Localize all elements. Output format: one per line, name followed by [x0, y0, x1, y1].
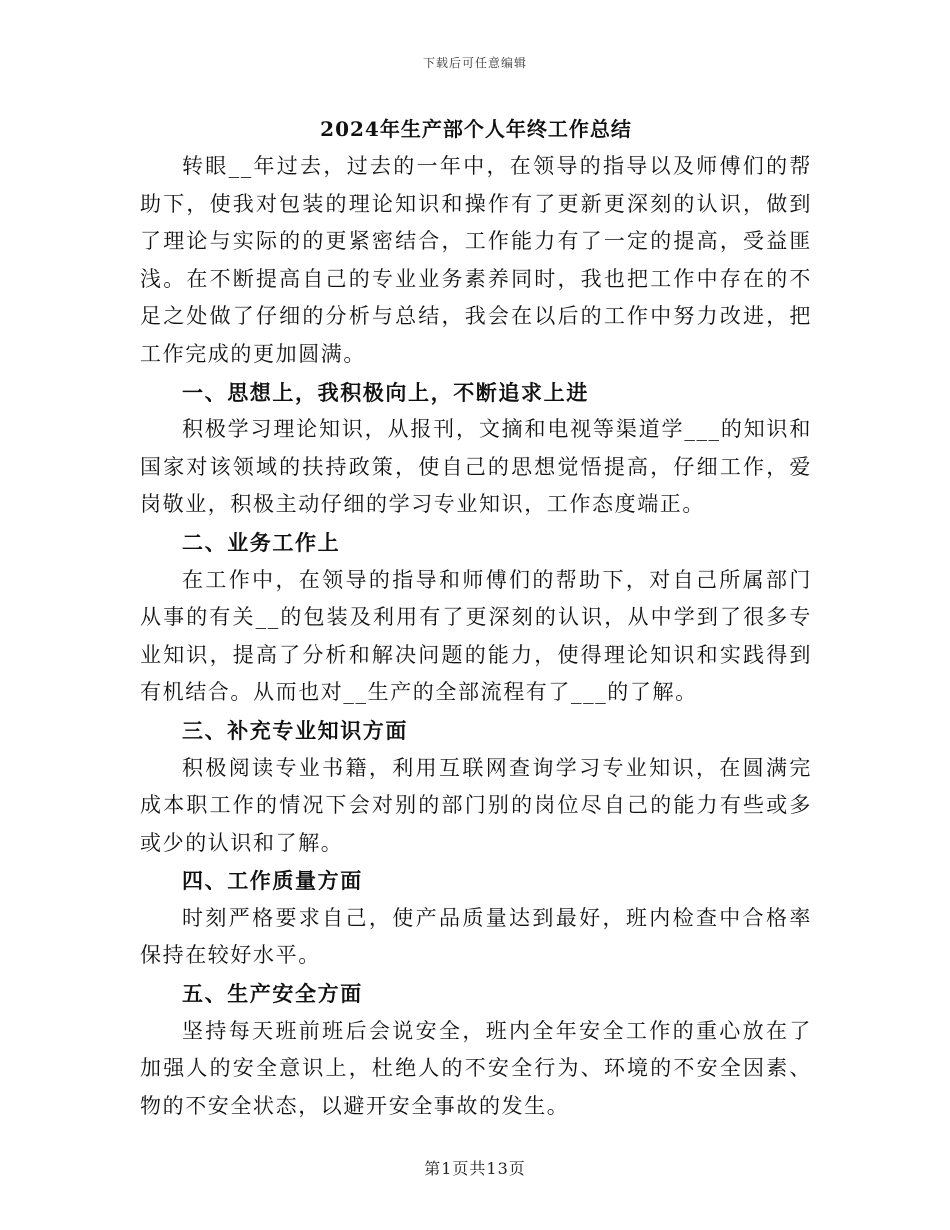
section-paragraph-2: 在工作中，在领导的指导和师傅们的帮助下，对自己所属部门从事的有关__的包装及利用有了更深刻的认识，从中学到了很多专业知识，提高了分析和解决问题的能力，使得理论知识和实践得到有机结合。从而也对__生产的全部流程有了___的了解。	[140, 567, 812, 705]
section-heading-2: 二、业务工作上	[182, 529, 341, 555]
section-heading-4: 四、工作质量方面	[182, 868, 363, 894]
section-heading-3: 三、补充专业知识方面	[182, 717, 408, 743]
document-body	[140, 112, 812, 1125]
document-title: 2024年生产部个人年终工作总结	[320, 117, 632, 141]
section-paragraph-1: 积极学习理论知识，从报刊，文摘和电视等渠道学___的知识和国家对该领域的扶持政策，使自己的思想觉悟提高，仔细工作，爱岗敬业，积极主动仔细的学习专业知识，工作态度端正。	[140, 417, 812, 517]
section-heading-5: 五、生产安全方面	[182, 981, 363, 1007]
section-paragraph-5: 坚持每天班前班后会说安全，班内全年安全工作的重心放在了加强人的安全意识上，杜绝人的不安全行为、环境的不安全因素、物的不安全状态，以避开安全事故的发生。	[140, 1018, 812, 1118]
header-note: 下载后可任意编辑	[422, 56, 527, 70]
section-paragraph-3: 积极阅读专业书籍，利用互联网查询学习专业知识，在圆满完成本职工作的情况下会对别的部门别的岗位尽自己的能力有些或多或少的认识和了解。	[140, 755, 812, 855]
section-paragraph-4: 时刻严格要求自己，使产品质量达到最好，班内检查中合格率保持在较好水平。	[140, 905, 812, 968]
page-number: 第1页共13页	[424, 1159, 526, 1178]
intro-paragraph: 转眼__年过去，过去的一年中，在领导的指导以及师傅们的帮助下，使我对包装的理论知识和操作有了更新更深刻的认识，做到了理论与实际的的更紧密结合，工作能力有了一定的提高，受益匪浅。在不断提高自己的专业业务素养同时，我也把工作中存在的不足之处做了仔细的分析与总结，我会在以后的工作中努力改进，把工作完成的更加圆满。	[140, 154, 812, 366]
section-heading-1: 一、思想上，我积极向上，不断追求上进	[182, 379, 589, 405]
